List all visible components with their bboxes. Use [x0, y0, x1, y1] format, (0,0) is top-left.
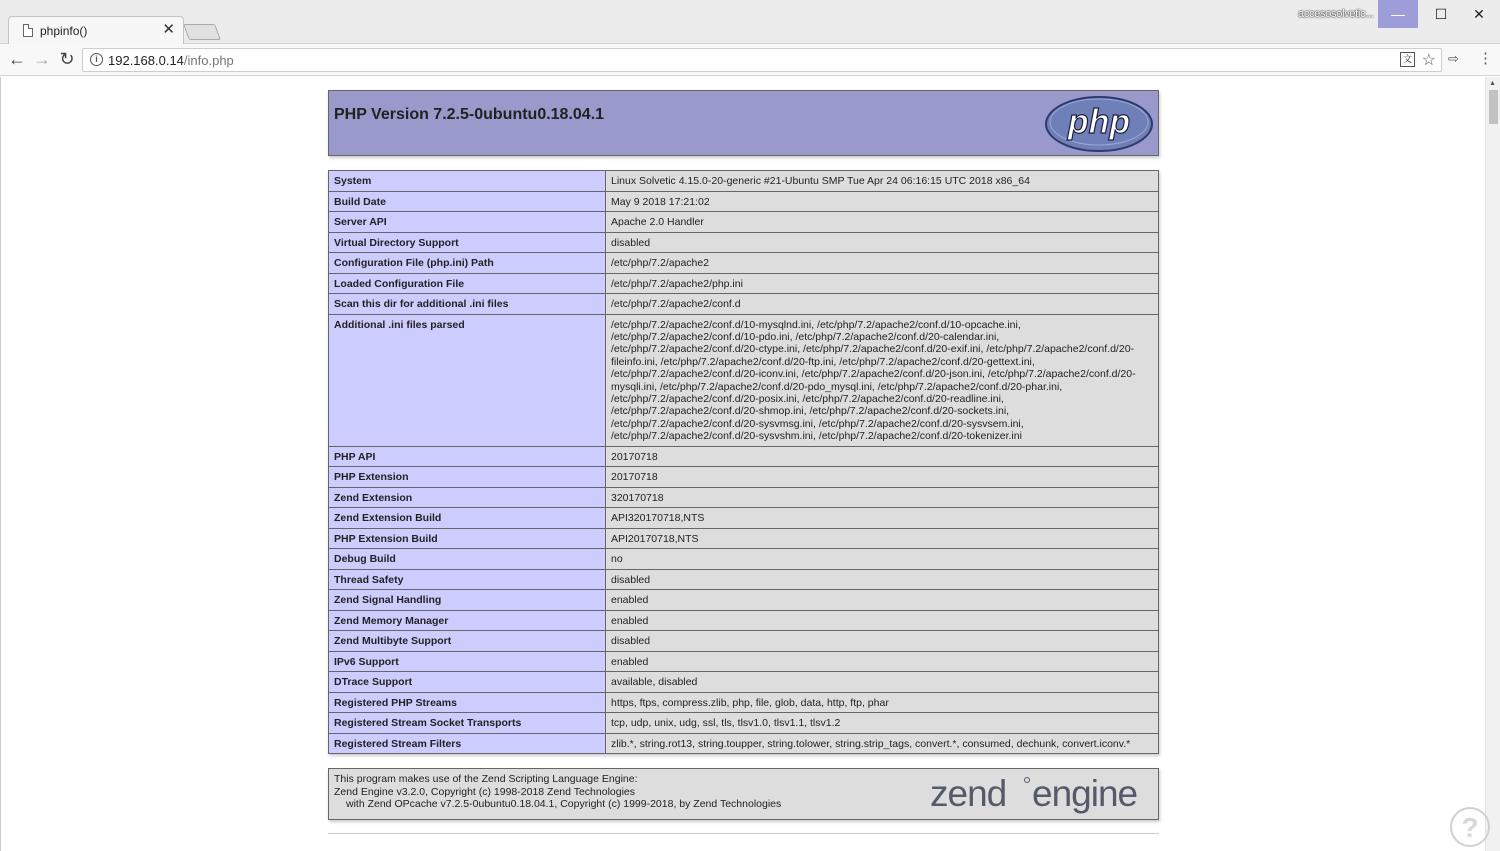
row-value: [606, 314, 1159, 446]
row-key: Loaded Configuration File: [329, 273, 606, 294]
browser-titlebar: [0, 0, 1500, 44]
window-minimize-button[interactable]: —: [1378, 0, 1418, 28]
table-row: [329, 508, 1159, 529]
row-key: PHP API: [329, 446, 606, 467]
row-value-line: /etc/php/7.2/apache2/conf.d/10-pdo.ini, /etc/php/7.2/apache2/conf.d/20-calendar.ini,: [611, 330, 1000, 343]
zend-logo-text: zend: [930, 773, 1007, 814]
translate-icon[interactable]: 文: [1400, 52, 1415, 67]
row-value: enabled: [606, 651, 1159, 672]
zend-credits: [334, 773, 781, 811]
page-title: PHP Version 7.2.5-0ubuntu0.18.04.1: [334, 106, 605, 123]
cast-icon[interactable]: ⇨: [1448, 51, 1459, 66]
row-value-line: /etc/php/7.2/apache2/conf.d/20-posix.ini, /etc/php/7.2/apache2/conf.d/20-readline.ini,: [611, 392, 1004, 405]
row-value: 320170718: [606, 487, 1159, 508]
row-value: 20170718: [606, 467, 1159, 488]
engine-logo-text: engine: [1032, 773, 1138, 814]
row-key: DTrace Support: [329, 672, 606, 693]
url-path: /info.php: [183, 53, 234, 68]
phpinfo-header: [328, 90, 1159, 156]
table-row: [329, 651, 1159, 672]
php-logo-text: php: [1067, 103, 1131, 141]
table-row: [329, 672, 1159, 693]
table-row: [329, 528, 1159, 549]
row-value-line: /etc/php/7.2/apache2/conf.d/20-iconv.ini, /etc/php/7.2/apache2/conf.d/20-json.ini, /etc/php/7.2/apache2/conf.d/20-: [611, 368, 1136, 381]
table-row: [329, 191, 1159, 212]
row-key: Debug Build: [329, 549, 606, 570]
row-value-line: mysqli.ini, /etc/php/7.2/apache2/conf.d/20-pdo_mysql.ini, /etc/php/7.2/apache2/conf.d/20-phar.ini,: [611, 380, 1063, 393]
row-key: PHP Extension: [329, 467, 606, 488]
reload-icon[interactable]: ↻: [59, 49, 75, 69]
row-value: disabled: [606, 569, 1159, 590]
row-key: Zend Multibyte Support: [329, 631, 606, 652]
url-text[interactable]: [108, 53, 234, 68]
scroll-up-icon[interactable]: ▲: [1489, 80, 1496, 87]
table-row: [329, 294, 1159, 315]
tab-close-icon[interactable]: ✕: [162, 21, 175, 38]
row-key: Build Date: [329, 191, 606, 212]
row-value: enabled: [606, 590, 1159, 611]
zend-credit-line-3: with Zend OPcache v7.2.5-0ubuntu0.18.04.1, Copyright (c) 1999-2018, by Zend Technologies: [346, 798, 782, 810]
table-row: [329, 713, 1159, 734]
zend-credit-line-2: Zend Engine v3.2.0, Copyright (c) 1998-2018 Zend Technologies: [334, 785, 635, 798]
table-row: [329, 446, 1159, 467]
tab-title: phpinfo(): [40, 24, 88, 38]
window-maximize-button[interactable]: ☐: [1434, 6, 1448, 22]
table-row: [329, 314, 1159, 446]
table-row: [329, 171, 1159, 192]
row-value: /etc/php/7.2/apache2/php.ini: [606, 273, 1159, 294]
table-row: [329, 692, 1159, 713]
row-value: May 9 2018 17:21:02: [606, 191, 1159, 212]
row-key: IPv6 Support: [329, 651, 606, 672]
table-row: [329, 590, 1159, 611]
row-key: Registered PHP Streams: [329, 692, 606, 713]
row-key: Thread Safety: [329, 569, 606, 590]
browser-tab[interactable]: [8, 16, 184, 44]
row-key: Registered Stream Socket Transports: [329, 713, 606, 734]
svg-text:?: ?: [1461, 812, 1479, 843]
row-key: Zend Extension: [329, 487, 606, 508]
row-value: https, ftps, compress.zlib, php, file, glob, data, http, ftp, phar: [606, 692, 1159, 713]
vertical-scrollbar[interactable]: [1485, 77, 1500, 851]
row-value: /etc/php/7.2/apache2/conf.d: [606, 294, 1159, 315]
window-close-button[interactable]: ✕: [1473, 6, 1485, 22]
table-row: [329, 212, 1159, 233]
row-value-line: /etc/php/7.2/apache2/conf.d/20-shmop.ini, /etc/php/7.2/apache2/conf.d/20-sockets.ini,: [611, 405, 1010, 418]
row-value-line: fileinfo.ini, /etc/php/7.2/apache2/conf.d/20-ftp.ini, /etc/php/7.2/apache2/conf.d/20-gettext.ini,: [611, 355, 1035, 368]
scrollbar-thumb[interactable]: [1489, 90, 1498, 124]
row-value-line: /etc/php/7.2/apache2/conf.d/20-sysvmsg.ini, /etc/php/7.2/apache2/conf.d/20-sysvsem.ini,: [611, 417, 1024, 430]
row-value-line: /etc/php/7.2/apache2/conf.d/20-ctype.ini, /etc/php/7.2/apache2/conf.d/20-exif.ini, /etc/php/7.2/apache2/conf.d/20-: [611, 343, 1135, 356]
row-value-line: /etc/php/7.2/apache2/conf.d/20-sysvshm.ini, /etc/php/7.2/apache2/conf.d/20-tokenizer.ini: [611, 430, 1022, 443]
row-value: disabled: [606, 631, 1159, 652]
row-key: Configuration File (php.ini) Path: [329, 253, 606, 274]
row-value: Linux Solvetic 4.15.0-20-generic #21-Ubuntu SMP Tue Apr 24 06:16:15 UTC 2018 x86_64: [606, 171, 1159, 192]
profile-name[interactable]: accesosolvetic...: [1298, 8, 1374, 20]
table-row: [329, 549, 1159, 570]
row-value: API20170718,NTS: [606, 528, 1159, 549]
table-row: [329, 631, 1159, 652]
row-key: System: [329, 171, 606, 192]
menu-dots-icon[interactable]: ⋮: [1478, 50, 1493, 67]
site-info-icon[interactable]: i: [90, 53, 103, 66]
table-row: [329, 610, 1159, 631]
page-viewport: [0, 77, 1485, 851]
zend-footer: [328, 768, 1159, 820]
table-row: [329, 487, 1159, 508]
row-key: Server API: [329, 212, 606, 233]
row-value: 20170718: [606, 446, 1159, 467]
bookmark-star-icon[interactable]: ☆: [1421, 52, 1436, 69]
row-key: Virtual Directory Support: [329, 232, 606, 253]
row-key: Registered Stream Filters: [329, 733, 606, 754]
address-bar[interactable]: [82, 48, 1442, 72]
row-value: /etc/php/7.2/apache2: [606, 253, 1159, 274]
row-key: Zend Signal Handling: [329, 590, 606, 611]
row-key: Additional .ini files parsed: [329, 314, 606, 446]
php-logo[interactable]: [1044, 95, 1154, 153]
zend-engine-logo[interactable]: [930, 771, 1154, 817]
divider: [328, 833, 1159, 834]
back-arrow-icon[interactable]: ←: [8, 49, 26, 69]
table-row: [329, 467, 1159, 488]
browser-toolbar: [0, 44, 1500, 76]
row-key: Zend Extension Build: [329, 508, 606, 529]
table-row: [329, 253, 1159, 274]
row-key: PHP Extension Build: [329, 528, 606, 549]
page-icon: [23, 24, 33, 37]
forward-arrow-icon[interactable]: →: [33, 49, 51, 69]
row-key: Scan this dir for additional .ini files: [329, 294, 606, 315]
new-tab-button[interactable]: [183, 24, 221, 40]
row-value-line: /etc/php/7.2/apache2/conf.d/10-mysqlnd.ini, /etc/php/7.2/apache2/conf.d/10-opcache.ini,: [611, 318, 1021, 331]
row-key: Zend Memory Manager: [329, 610, 606, 631]
table-row: [329, 232, 1159, 253]
row-value: disabled: [606, 232, 1159, 253]
table-row: [329, 733, 1159, 754]
row-value: Apache 2.0 Handler: [606, 212, 1159, 233]
row-value: API320170718,NTS: [606, 508, 1159, 529]
url-host: 192.168.0.14: [108, 53, 184, 68]
help-watermark-icon: [1448, 805, 1492, 849]
row-value: no: [606, 549, 1159, 570]
table-row: [329, 273, 1159, 294]
php-info-table: [328, 170, 1159, 754]
row-value: zlib.*, string.rot13, string.toupper, string.tolower, string.strip_tags, convert.*, consumed, dechunk, convert.iconv.*: [606, 733, 1159, 754]
table-row: [329, 569, 1159, 590]
zend-credit-line-1: This program makes use of the Zend Scripting Language Engine:: [334, 773, 638, 785]
row-value: available, disabled: [606, 672, 1159, 693]
row-value: enabled: [606, 610, 1159, 631]
row-value: tcp, udp, unix, udg, ssl, tls, tlsv1.0, tlsv1.1, tlsv1.2: [606, 713, 1159, 734]
